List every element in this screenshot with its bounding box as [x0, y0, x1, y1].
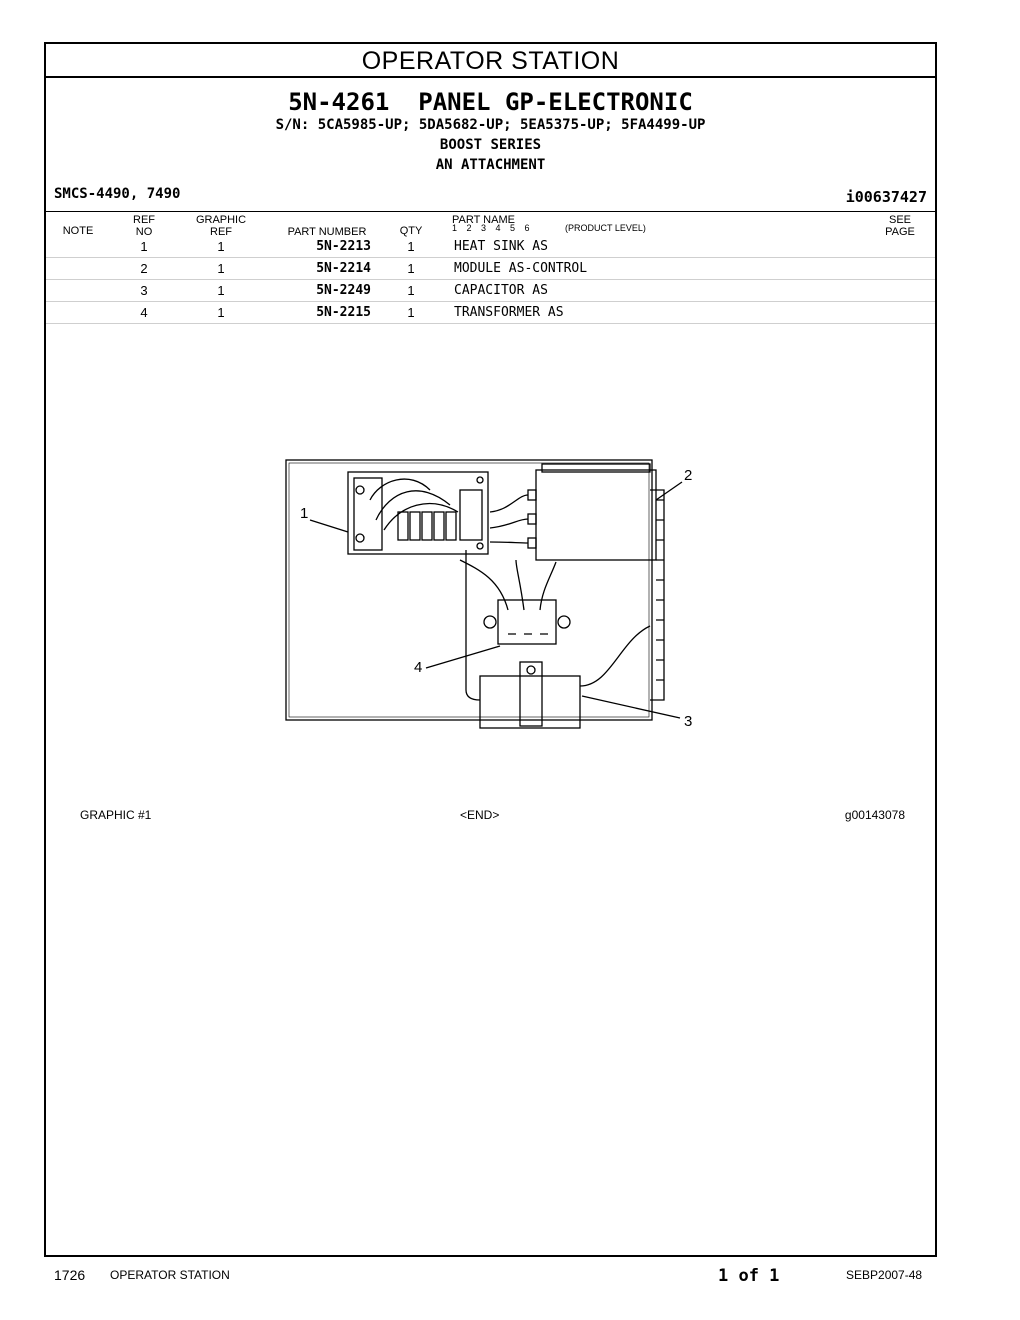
part-name: MODULE AS-CONTROL: [454, 261, 588, 276]
col-note: NOTE: [62, 225, 94, 237]
table-row: [46, 280, 935, 302]
quantity: 1: [407, 261, 415, 276]
graphic-label: GRAPHIC #1: [80, 808, 152, 822]
table-row: [46, 236, 935, 258]
col-graphic-ref: [188, 214, 254, 238]
page-frame: [44, 42, 937, 1257]
document-ident: i00637427: [845, 188, 927, 206]
col-ref-no-line1: REF: [133, 214, 155, 226]
ref-no: 4: [140, 305, 148, 320]
quantity: 1: [407, 305, 415, 320]
quantity: 1: [407, 239, 415, 254]
part-number: 5N-2214: [316, 261, 371, 276]
product-level-label: (PRODUCT LEVEL): [565, 223, 646, 233]
callout-1: 1: [300, 505, 309, 522]
part-number: 5N-2215: [316, 305, 371, 320]
header-divider: [46, 211, 935, 212]
base-plate-inner: [289, 463, 649, 717]
graphic-end: <END>: [460, 808, 500, 822]
part-name: CAPACITOR AS: [454, 283, 548, 298]
control-module: [490, 464, 664, 700]
col-see-page-line2: PAGE: [885, 226, 915, 238]
callout-leader-2: [656, 482, 682, 500]
callout-leader-4: [426, 646, 500, 668]
graphic-id: g00143078: [844, 808, 905, 822]
part-name: HEAT SINK AS: [454, 239, 548, 254]
graphic-ref: 1: [217, 239, 225, 254]
product-level-numbers: 1 2 3 4 5 6: [452, 223, 530, 233]
col-qty: QTY: [399, 225, 423, 237]
graphic-ref: 1: [217, 305, 225, 320]
table-row: [46, 258, 935, 280]
callout-4: 4: [414, 659, 423, 676]
col-ref-no: [124, 214, 164, 238]
transformer: [460, 560, 570, 644]
quantity: 1: [407, 283, 415, 298]
heat-sink-assembly: [348, 472, 488, 554]
capacitor: [466, 550, 650, 728]
page-count: 1 of 1: [718, 1266, 780, 1286]
col-see-page: [880, 214, 920, 238]
page-number: 1726: [54, 1267, 86, 1283]
smcs-codes: SMCS-4490, 7490: [54, 186, 181, 202]
section-title: OPERATOR STATION: [46, 44, 935, 78]
part-type: AN ATTACHMENT: [435, 157, 546, 173]
col-ref-no-line2: NO: [135, 226, 153, 238]
callout-2: 2: [684, 467, 693, 484]
footer-section: OPERATOR STATION: [110, 1268, 230, 1282]
part-title: 5N-4261 PANEL GP-ELECTRONIC: [288, 88, 693, 116]
graphic-ref: 1: [217, 261, 225, 276]
part-number: 5N-2249: [316, 283, 371, 298]
ref-no: 1: [140, 239, 148, 254]
part-name: TRANSFORMER AS: [454, 305, 564, 320]
graphic-ref: 1: [217, 283, 225, 298]
doc-id: SEBP2007-48: [846, 1268, 923, 1282]
table-row: [46, 302, 935, 324]
callout-leader-1: [310, 520, 348, 532]
callout-3: 3: [684, 713, 693, 730]
col-graphic-ref-line2: REF: [210, 226, 232, 238]
ref-no: 3: [140, 283, 148, 298]
serial-numbers: S/N: 5CA5985-UP; 5DA5682-UP; 5EA5375-UP; 5FA4499-UP: [275, 117, 706, 133]
callout-leader-3: [582, 696, 680, 718]
col-part-number: PART NUMBER: [287, 226, 367, 238]
series: BOOST SERIES: [439, 137, 542, 153]
col-graphic-ref-line1: GRAPHIC: [195, 214, 247, 226]
ref-no: 2: [140, 261, 148, 276]
part-number: 5N-2213: [316, 239, 371, 254]
col-see-page-line1: SEE: [888, 214, 911, 226]
panel-illustration: [280, 450, 740, 730]
col-part-name: PART NAME: [452, 214, 515, 226]
